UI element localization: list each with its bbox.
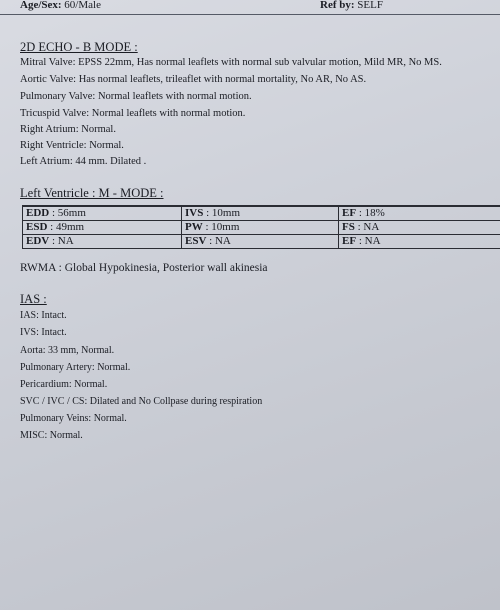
measure-key: FS <box>342 221 355 233</box>
table-cell <box>23 221 182 235</box>
m-mode-table <box>22 205 500 249</box>
b-mode-line: Pulmonary Valve: Normal leaflets with normal motion. <box>20 91 252 102</box>
age-sex-field <box>20 0 101 11</box>
ias-line: Aorta: 33 mm, Normal. <box>20 345 115 356</box>
m-mode-title <box>20 186 164 201</box>
table-cell <box>339 235 500 249</box>
ref-by-field <box>320 0 383 11</box>
ref-by-value: SELF <box>357 0 383 11</box>
table-cell <box>182 235 339 249</box>
measure-value: : 10mm <box>202 221 240 233</box>
ias-title: IAS : <box>20 292 47 306</box>
table-cell <box>23 235 182 249</box>
measure-key: EDD <box>26 207 50 219</box>
table-cell <box>339 221 500 235</box>
b-mode-line: Right Atrium: Normal. <box>20 124 116 135</box>
table-row <box>23 221 500 235</box>
ias-line: Pulmonary Veins: Normal. <box>20 413 127 424</box>
measure-key: EF <box>342 207 357 219</box>
measure-value: : 10mm <box>203 207 241 219</box>
measure-value: : NA <box>356 235 381 247</box>
header-divider <box>0 14 500 15</box>
measure-key: ESV <box>185 235 207 247</box>
table-cell <box>182 221 339 235</box>
ias-line: IVS: Intact. <box>20 327 67 338</box>
ref-by-label: Ref by: <box>320 0 355 11</box>
age-sex-value: 60/Male <box>64 0 101 11</box>
b-mode-line: Left Atrium: 44 mm. Dilated . <box>20 156 147 167</box>
measure-value: : NA <box>206 235 231 247</box>
ias-line: MISC: Normal. <box>20 430 83 441</box>
ias-line: SVC / IVC / CS: Dilated and No Collpase during respiration <box>20 396 263 407</box>
b-mode-line: Mitral Valve: EPSS 22mm, Has normal leaflets with normal sub valvular motion, Mild MR, No MS. <box>20 57 442 68</box>
ias-line: Pulmonary Artery: Normal. <box>20 362 131 373</box>
ias-line: IAS: Intact. <box>20 310 67 321</box>
age-sex-label: Age/Sex: <box>20 0 62 11</box>
measure-value: : 49mm <box>47 221 85 233</box>
table-cell <box>339 206 500 221</box>
measure-value: : 56mm <box>49 207 86 219</box>
rwma-line: RWMA : Global Hypokinesia, Posterior wall akinesia <box>20 262 268 274</box>
table-row <box>23 206 500 221</box>
measure-key: ESD <box>26 221 48 233</box>
measure-key: EDV <box>26 235 50 247</box>
b-mode-line: Right Ventricle: Normal. <box>20 140 124 151</box>
measure-key: IVS <box>185 207 204 219</box>
m-mode-title-text: Left Ventricle : M - MODE : <box>20 186 164 200</box>
measure-key: PW <box>185 221 203 233</box>
table-cell <box>182 206 339 221</box>
measure-value: : 18% <box>356 207 385 219</box>
b-mode-line: Tricuspid Valve: Normal leaflets with normal motion. <box>20 108 246 119</box>
table-row <box>23 235 500 249</box>
b-mode-line: Aortic Valve: Has normal leaflets, trileaflet with normal mortality, No AR, No AS. <box>20 74 367 85</box>
b-mode-title: 2D ECHO - B MODE : <box>20 40 138 54</box>
ias-line: Pericardium: Normal. <box>20 379 108 390</box>
measure-value: : NA <box>354 221 380 233</box>
measure-value: : NA <box>49 235 74 247</box>
measure-key: EF <box>342 235 357 247</box>
table-cell <box>23 206 182 221</box>
